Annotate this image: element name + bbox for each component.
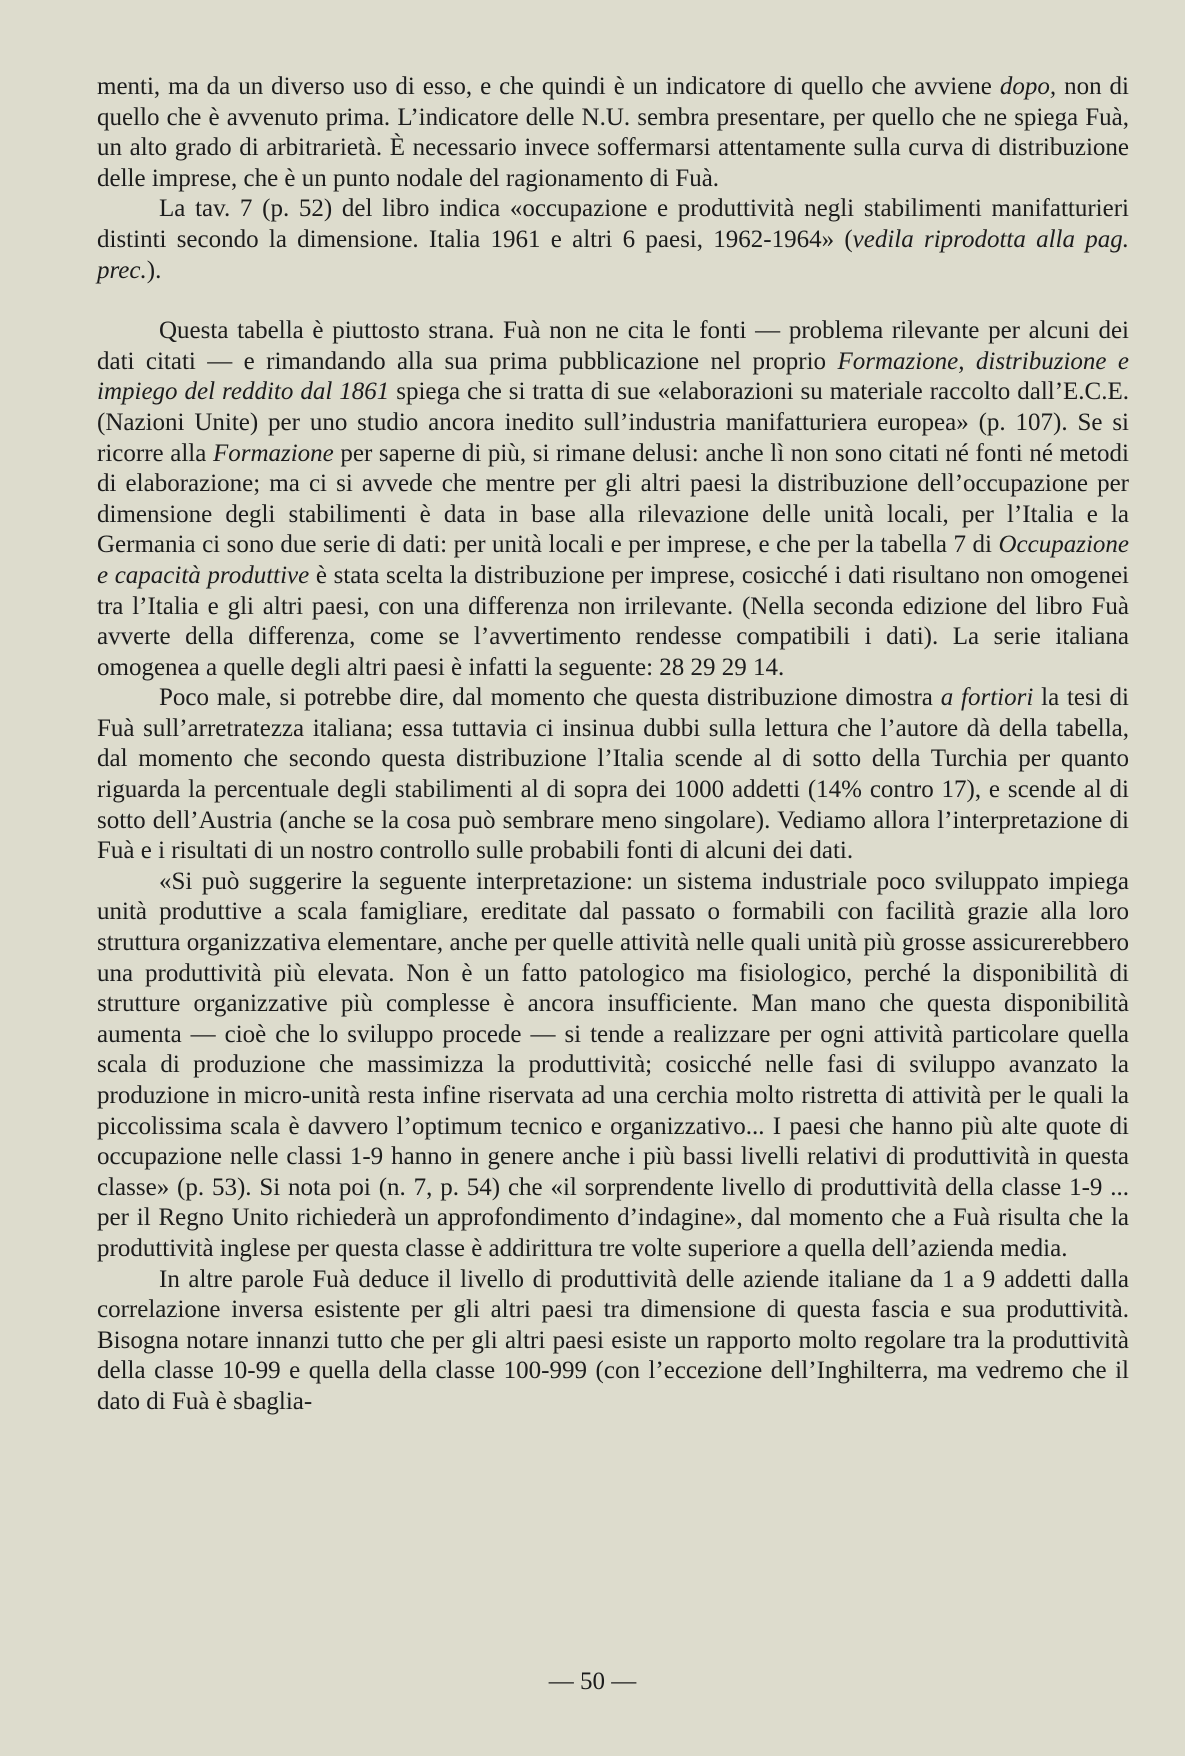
paragraph-3: Questa tabella è piuttosto strana. Fuà non ne cita le fonti — problema rilevante per alcuni dei dati citati — e rimandando alla sua prima pubblicazione nel proprio Formazione, distribuzione e impiego del reddito dal 1861 spiega che si tratta di sue «elaborazioni su materiale raccolto dall’E.C.E. (Nazioni Unite) per uno studio ancora inedito sull’industria manifatturiera europea» (p. 107). Se si ricorre alla Formazione per saperne di più, si rimane delusi: anche lì non sono citati né fonti né metodi di elaborazione; ma ci si avvede che mentre per gli altri paesi la distribuzione dell’occupazione per dimensione degli stabilimenti è data in base alla rilevazione delle unità locali, per l’Italia e la Germania ci sono due serie di dati: per unità locali e per imprese, e che per la tabella 7 di Occupazione e capacità produttive è stata scelta la distribuzione per imprese, cosicché i dati risultano non omogenei tra l’Italia e gli altri paesi, con una differenza non irrilevante. (Nella seconda edizione del libro Fuà avverte della differenza, come se l’avvertimento rendesse compatibili i dati). La serie italiana omogenea a quelle degli altri paesi è infatti la seguente: 28 29 29 14. xyxy=(97,317,1130,681)
book-title: Formazione, distribuzione e impiego del reddito dal 1861 xyxy=(97,347,1129,406)
emphasis: vedila riprodotta alla pag. prec. xyxy=(97,225,1129,284)
paragraph-4: Poco male, si potrebbe dire, dal momento che questa distribuzione dimostra a fortiori la tesi di Fuà sull’arretratezza italiana; essa tuttavia ci insinua dubbi sulla lettura che l’autore dà della tabella, dal momento che secondo questa distribuzione l’Italia scende al di sotto della Turchia per quanto riguarda la percentuale degli stabilimenti al di sopra dei 1000 addetti (14% contro 17), e scende al di sotto dell’Austria (anche se la cosa può sembrare meno singolare). Vediamo allora l’interpretazione di Fuà e i risultati di un nostro controllo sulle probabili fonti di alcuni dei dati. xyxy=(97,684,1129,865)
book-title: Formazione xyxy=(212,439,334,467)
paragraph-spacer xyxy=(97,286,1129,316)
paragraph-1: menti, ma da un diverso uso di esso, e che quindi è un indicatore di quello che avviene dopo, non di quello che è avvenuto prima. L’indicatore delle N.U. sembra presentare, per quello che ne spiega Fuà, un alto grado di arbitrarietà. È necessario invece soffermarsi attentamente sulla curva di distribuzione delle imprese, che è un punto nodale del ragionamento di Fuà. xyxy=(97,73,1129,192)
emphasis: dopo, xyxy=(999,73,1057,100)
paragraph-5: «Si può suggerire la seguente interpretazione: un sistema industriale poco sviluppato impiega unità produttive a scala famigliare, ereditate dal passato o formabili con facilità grazie alla loro struttura organizzativa elementare, anche per quelle attività nelle quali unità più grosse assicurerebbero una produttività più elevata. Non è un fatto patologico ma fisiologico, perché la disponibilità di strutture organizzative più complesse è ancora insufficiente. Man mano che questa disponibilità aumenta — cioè che lo sviluppo procede — si tende a realizzare per ogni attività particolare quella scala di produzione che massimizza la produttività; cosicché nelle fasi di sviluppo avanzato la produzione in micro-unità resta infine riservata ad una cerchia molto ristretta di attività per le quali la piccolissima scala è davvero l’optimum tecnico e organizzativo... I paesi che hanno più alte quote di occupazione nelle classi 1-9 hanno in genere anche i più bassi livelli relativi di produttività in questa classe» (p. 53). Si nota poi (n. 7, p. 54) che «il sorprendente livello di produttività della classe 1-9 ... per il Regno Unito richiederà un approfondimento d’indagine», dal momento che a Fuà risulta che la produttività inglese per questa classe è addirittura tre volte superiore a quella dell’azienda media. xyxy=(97,867,1129,1262)
paragraph-6: In altre parole Fuà deduce il livello di produttività delle aziende italiane da 1 a 9 addetti dalla correlazione inversa esistente per gli altri paesi tra dimensione di questa fascia e sua produttività. Bisogna notare innanzi tutto che per gli altri paesi esiste un rapporto molto regolare tra la produttività della classe 10-99 e quella della classe 100-999 (con l’eccezione dell’Inghilterra, ma vedremo che il dato di Fuà è sbaglia- xyxy=(97,1265,1129,1415)
body-text xyxy=(97,72,1129,1418)
emphasis: a fortiori xyxy=(940,684,1034,712)
page-number: — 50 — xyxy=(548,1668,637,1695)
book-title: Occupazione e capacità produttive xyxy=(97,531,1129,589)
paragraph-2: La tav. 7 (p. 52) del libro indica «occupazione e produttività negli stabilimenti manifatturieri distinti secondo la dimensione. Italia 1961 e altri 6 paesi, 1962-1964» (vedila riprodotta alla pag. prec.). xyxy=(97,195,1129,284)
